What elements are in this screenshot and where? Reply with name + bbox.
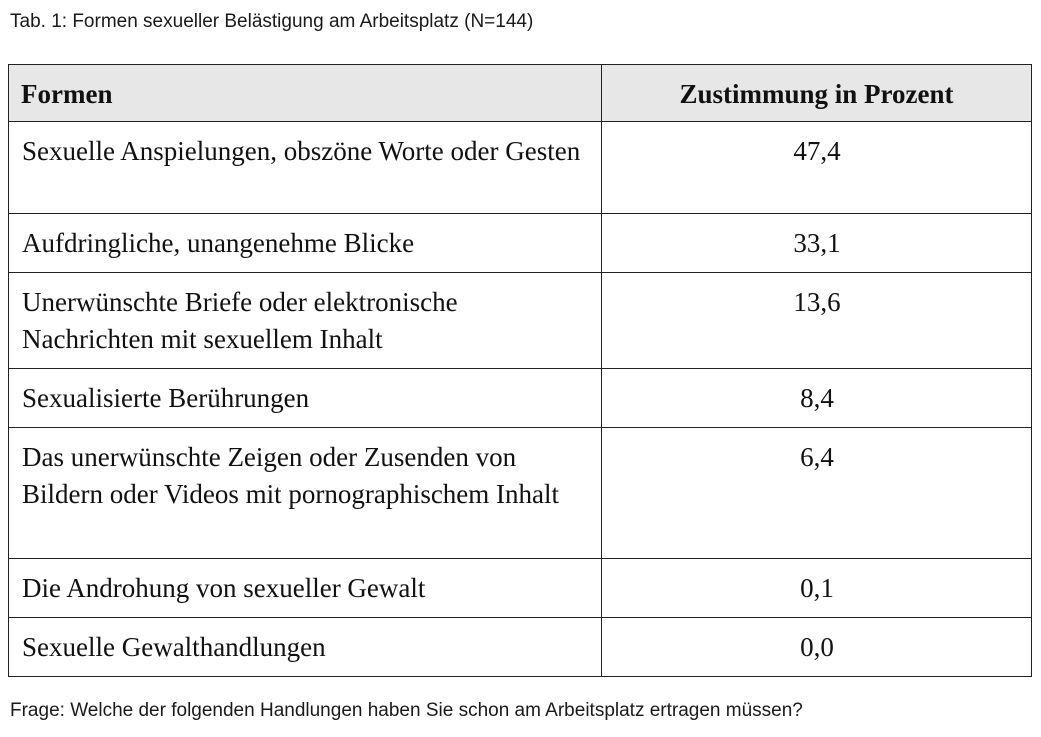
column-header-forms: Formen (9, 65, 602, 122)
question-footnote: Frage: Welche der folgenden Handlungen haben Sie schon am Arbeitsplatz ertragen müssen? (10, 700, 803, 721)
percent-cell: 13,6 (602, 273, 1032, 369)
form-cell: Das unerwünschte Zeigen oder Zusenden von Bildern oder Videos mit pornographischem Inhalt (9, 428, 602, 559)
table-row (9, 618, 1032, 677)
table-row (9, 559, 1032, 618)
data-table (8, 64, 1032, 677)
table-row (9, 369, 1032, 428)
form-cell: Aufdringliche, unangenehme Blicke (9, 214, 602, 273)
percent-cell: 0,1 (602, 559, 1032, 618)
form-cell: Unerwünschte Briefe oder elektronische Nachrichten mit sexuellem Inhalt (9, 273, 602, 369)
table-row (9, 273, 1032, 369)
percent-cell: 8,4 (602, 369, 1032, 428)
form-cell: Sexuelle Gewalthandlungen (9, 618, 602, 677)
table-row (9, 214, 1032, 273)
form-cell: Sexualisierte Berührungen (9, 369, 602, 428)
column-header-percent: Zustimmung in Prozent (602, 65, 1032, 122)
percent-cell: 33,1 (602, 214, 1032, 273)
form-cell: Sexuelle Anspielungen, obszöne Worte oder Gesten (9, 122, 602, 214)
percent-cell: 47,4 (602, 122, 1032, 214)
table-header-row (9, 65, 1032, 122)
table-caption: Tab. 1: Formen sexueller Belästigung am Arbeitsplatz (N=144) (10, 11, 534, 32)
table-row (9, 122, 1032, 214)
table-row (9, 428, 1032, 559)
percent-cell: 6,4 (602, 428, 1032, 559)
percent-cell: 0,0 (602, 618, 1032, 677)
form-cell: Die Androhung von sexueller Gewalt (9, 559, 602, 618)
